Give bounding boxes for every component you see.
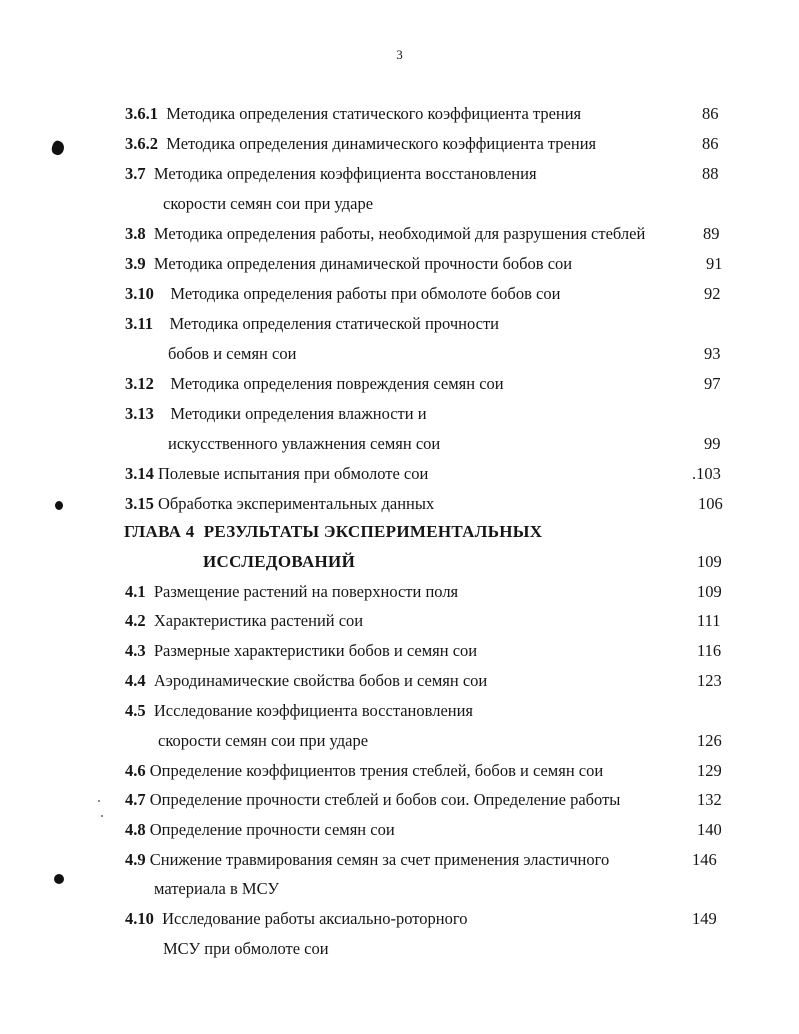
toc-number: 3.7 bbox=[125, 164, 146, 183]
chapter-title: РЕЗУЛЬТАТЫ ЭКСПЕРИМЕНТАЛЬНЫХ bbox=[203, 522, 543, 541]
toc-page: 93 bbox=[704, 344, 721, 363]
toc-title: Размещение растений на поверхности поля bbox=[153, 582, 459, 601]
toc-entry bbox=[125, 284, 560, 304]
toc-title: Исследование работы аксиально-роторного bbox=[162, 909, 468, 928]
toc-number: 4.7 bbox=[125, 790, 146, 809]
toc-page: 92 bbox=[704, 284, 721, 303]
toc-number: 3.8 bbox=[125, 224, 146, 243]
toc-entry bbox=[125, 224, 645, 244]
toc-title: Методика определения статической прочности bbox=[169, 314, 500, 333]
toc-title-continuation: материала в МСУ bbox=[154, 879, 280, 898]
toc-number: 4.2 bbox=[125, 611, 146, 630]
toc-title: Методика определения работы при обмолоте бобов сои bbox=[170, 284, 561, 303]
toc-entry bbox=[125, 164, 537, 184]
toc-page: 129 bbox=[697, 761, 722, 780]
toc-page: 111 bbox=[697, 611, 721, 630]
toc-number: 4.1 bbox=[125, 582, 146, 601]
toc-title: Методика определения статического коэффициента трения bbox=[166, 104, 582, 123]
toc-page: 109 bbox=[697, 582, 722, 601]
toc-title-continuation: скорости семян сои при ударе bbox=[158, 731, 369, 750]
toc-page: 97 bbox=[704, 374, 721, 393]
toc-title: Характеристика растений сои bbox=[153, 611, 364, 630]
toc-number: 3.14 bbox=[125, 464, 154, 483]
toc-entry bbox=[125, 820, 395, 840]
toc-number: 4.3 bbox=[125, 641, 146, 660]
toc-number: 4.6 bbox=[125, 761, 146, 780]
toc-entry bbox=[125, 909, 467, 929]
toc-page: 89 bbox=[703, 224, 720, 243]
toc-entry bbox=[125, 254, 572, 274]
toc-title: Исследование коэффициента восстановления bbox=[153, 701, 474, 720]
toc-title: Определение коэффициентов трения стеблей, бобов и семян сои bbox=[149, 761, 604, 780]
toc-entry bbox=[125, 671, 487, 691]
speck bbox=[98, 800, 100, 802]
toc-page: 91 bbox=[706, 254, 723, 273]
toc-title: Методика определения динамической прочности бобов сои bbox=[153, 254, 573, 273]
toc-page: 140 bbox=[697, 820, 722, 839]
toc-entry bbox=[125, 374, 504, 394]
toc-entry bbox=[125, 641, 477, 661]
ink-mark bbox=[55, 501, 63, 510]
toc-title: Методика определения динамического коэффициента трения bbox=[166, 134, 597, 153]
toc-title: Обработка экспериментальных данных bbox=[158, 494, 435, 513]
toc-title: Снижение травмирования семян за счет применения эластичного bbox=[149, 850, 610, 869]
toc-number: 3.13 bbox=[125, 404, 154, 423]
toc-title-continuation: искусственного увлажнения семян сои bbox=[168, 434, 441, 453]
chapter-heading bbox=[124, 522, 542, 542]
toc-number: 3.9 bbox=[125, 254, 146, 273]
toc-page: 126 bbox=[697, 731, 722, 750]
toc-title: Методика определения повреждения семян сои bbox=[170, 374, 504, 393]
toc-entry bbox=[125, 464, 428, 484]
toc-entry bbox=[125, 611, 363, 631]
toc-title: Методика определения коэффициента восстановления bbox=[153, 164, 537, 183]
speck bbox=[101, 815, 103, 817]
toc-entry bbox=[125, 850, 609, 870]
toc-number: 3.12 bbox=[125, 374, 154, 393]
toc-title: Определение прочности семян сои bbox=[149, 820, 395, 839]
toc-page: 88 bbox=[702, 164, 719, 183]
toc-title: Размерные характеристики бобов и семян сои bbox=[153, 641, 478, 660]
toc-number: 4.10 bbox=[125, 909, 154, 928]
toc-entry bbox=[125, 314, 499, 334]
toc-entry bbox=[125, 701, 473, 721]
toc-title: Методика определения работы, необходимой для разрушения стеблей bbox=[153, 224, 646, 243]
toc-page: 86 bbox=[702, 134, 719, 153]
toc-entry bbox=[125, 761, 603, 781]
toc-entry bbox=[125, 494, 434, 514]
toc-number: 3.6.2 bbox=[125, 134, 158, 153]
toc-title: Полевые испытания при обмолоте сои bbox=[158, 464, 429, 483]
toc-title-continuation: скорости семян сои при ударе bbox=[163, 194, 374, 213]
toc-title: Определение прочности стеблей и бобов сои. Определение работы bbox=[149, 790, 621, 809]
toc-title: Методики определения влажности и bbox=[170, 404, 427, 423]
toc-entry bbox=[125, 104, 581, 124]
toc-title: Аэродинамические свойства бобов и семян сои bbox=[153, 671, 488, 690]
toc-number: 3.15 bbox=[125, 494, 154, 513]
toc-number: 4.4 bbox=[125, 671, 146, 690]
toc-page: 109 bbox=[697, 552, 722, 571]
toc-entry bbox=[125, 790, 620, 810]
toc-entry bbox=[125, 404, 427, 424]
toc-number: 3.6.1 bbox=[125, 104, 158, 123]
page-number: 3 bbox=[396, 47, 403, 62]
toc-page: 116 bbox=[697, 641, 722, 660]
ink-mark bbox=[50, 139, 66, 156]
toc-number: 4.9 bbox=[125, 850, 146, 869]
ink-mark bbox=[54, 874, 64, 884]
toc-page: 106 bbox=[698, 494, 723, 513]
toc-page: 149 bbox=[692, 909, 717, 928]
toc-page: 146 bbox=[692, 850, 717, 869]
toc-entry bbox=[125, 582, 458, 602]
chapter-number: ГЛАВА 4 bbox=[124, 522, 195, 541]
toc-number: 4.8 bbox=[125, 820, 146, 839]
toc-entry bbox=[125, 134, 596, 154]
toc-number: 3.11 bbox=[125, 314, 153, 333]
toc-number: 3.10 bbox=[125, 284, 154, 303]
toc-page: 99 bbox=[704, 434, 721, 453]
toc-page: 123 bbox=[697, 671, 722, 690]
toc-page: 132 bbox=[697, 790, 722, 809]
toc-page: 86 bbox=[702, 104, 719, 123]
chapter-title-continuation: ИССЛЕДОВАНИЙ bbox=[203, 552, 356, 571]
toc-title-continuation: МСУ при обмолоте сои bbox=[163, 939, 329, 958]
toc-number: 4.5 bbox=[125, 701, 146, 720]
toc-page: .103 bbox=[692, 464, 721, 483]
toc-title-continuation: бобов и семян сои bbox=[168, 344, 297, 363]
